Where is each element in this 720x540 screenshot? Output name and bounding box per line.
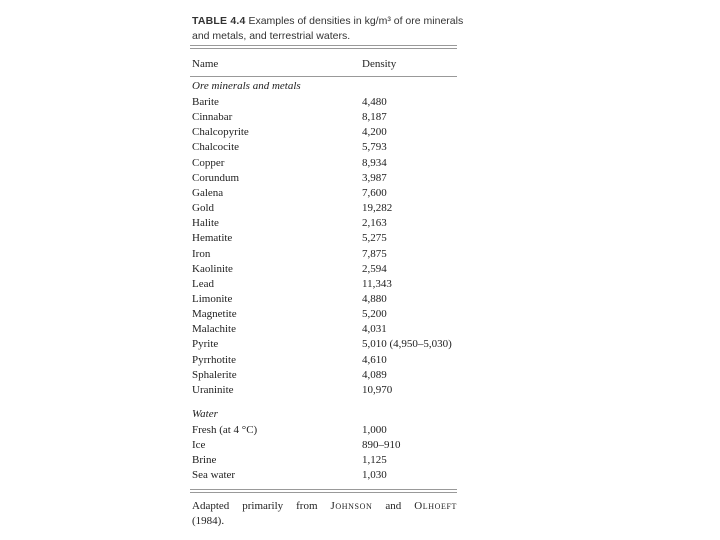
density-value: 3,987 [362, 171, 387, 184]
mineral-name: Ice [192, 439, 206, 452]
mineral-name: Hematite [192, 232, 233, 245]
density-value: 1,030 [362, 469, 387, 482]
density-value: 4,610 [362, 353, 387, 366]
density-value: 4,480 [362, 96, 387, 108]
table-row [192, 140, 467, 155]
table-row [192, 337, 467, 352]
mineral-name: Lead [192, 277, 214, 290]
table-row [192, 438, 467, 453]
mineral-name: Sea water [192, 469, 236, 482]
table-top-rule [190, 45, 457, 49]
density-value: 1,125 [362, 454, 387, 467]
density-value: 10,970 [362, 383, 393, 396]
density-value: 2,163 [362, 217, 387, 230]
table-row [192, 125, 467, 140]
mineral-name: Pyrrhotite [192, 353, 236, 366]
mineral-name: Pyrite [192, 338, 219, 351]
table-row [192, 171, 467, 186]
mineral-name: Chalcopyrite [192, 126, 249, 139]
table-row [192, 216, 467, 231]
table-row [192, 277, 467, 292]
table-row [192, 110, 467, 125]
footnote-author-2: Olhoeft [414, 500, 458, 512]
mineral-name: Brine [192, 454, 217, 467]
density-value: 5,793 [362, 141, 387, 154]
mineral-name: Chalcocite [192, 141, 240, 154]
footnote-author-1: Johnson [330, 500, 373, 512]
table-row [192, 95, 467, 110]
density-value: 7,875 [362, 247, 387, 260]
mineral-name: Corundum [192, 171, 240, 184]
mineral-name: Iron [192, 247, 211, 260]
density-value: 7,600 [362, 186, 387, 199]
table-caption-text: Examples of densities in kg/m³ of ore minerals and metals, and terrestrial waters. [192, 15, 464, 42]
density-value: 8,934 [362, 156, 387, 169]
table-row [192, 322, 467, 337]
mineral-name: Limonite [192, 292, 233, 305]
section-title: Water [192, 408, 218, 420]
mineral-name: Copper [192, 156, 225, 169]
mineral-name: Uraninite [192, 383, 234, 396]
table-row [192, 156, 467, 171]
density-value: 8,187 [362, 111, 387, 124]
mineral-name: Kaolinite [192, 262, 233, 275]
mineral-name: Halite [192, 217, 219, 230]
table-caption [192, 14, 467, 44]
mineral-name: Barite [192, 96, 219, 108]
table-row [192, 353, 467, 368]
mineral-name: Galena [192, 186, 224, 199]
table-row [192, 247, 467, 262]
mineral-name: Fresh (at 4 °C) [192, 424, 258, 436]
table-row [192, 262, 467, 277]
table-label: TABLE 4.4 [192, 15, 246, 27]
footnote-and: and [385, 500, 402, 512]
density-value: 4,880 [362, 292, 387, 305]
header-rule [190, 76, 457, 77]
section-title: Ore minerals and metals [192, 80, 301, 92]
density-value: 1,000 [362, 424, 387, 436]
density-value: 19,282 [362, 202, 393, 215]
column-header-density: Density [362, 58, 397, 70]
density-value: 4,031 [362, 323, 387, 336]
table-row [192, 383, 467, 398]
table-row [192, 201, 467, 216]
density-value: 4,089 [362, 368, 387, 381]
density-value: 890–910 [362, 439, 401, 452]
footnote-year: (1984). [192, 515, 225, 527]
table-row [192, 453, 467, 468]
density-value: 11,343 [362, 277, 392, 290]
mineral-name: Sphalerite [192, 368, 237, 381]
mineral-name: Magnetite [192, 308, 237, 321]
mineral-name: Cinnabar [192, 111, 233, 124]
table-row [192, 468, 467, 483]
table-row [192, 292, 467, 307]
mineral-name: Gold [192, 202, 214, 215]
table-row [192, 423, 467, 438]
density-value: 5,010 (4,950–5,030) [362, 338, 452, 351]
density-value: 2,594 [362, 262, 387, 275]
mineral-name: Malachite [192, 323, 236, 336]
density-value: 5,275 [362, 232, 387, 245]
table-row [192, 231, 467, 246]
column-header-name: Name [192, 58, 219, 70]
table-bottom-rule [190, 489, 457, 493]
table-row [192, 307, 467, 322]
footnote-prefix: Adapted primarily from [192, 500, 318, 512]
table-row [192, 368, 467, 383]
table-footnote [192, 499, 457, 514]
table-row [192, 186, 467, 201]
density-value: 5,200 [362, 308, 387, 321]
density-value: 4,200 [362, 126, 387, 139]
